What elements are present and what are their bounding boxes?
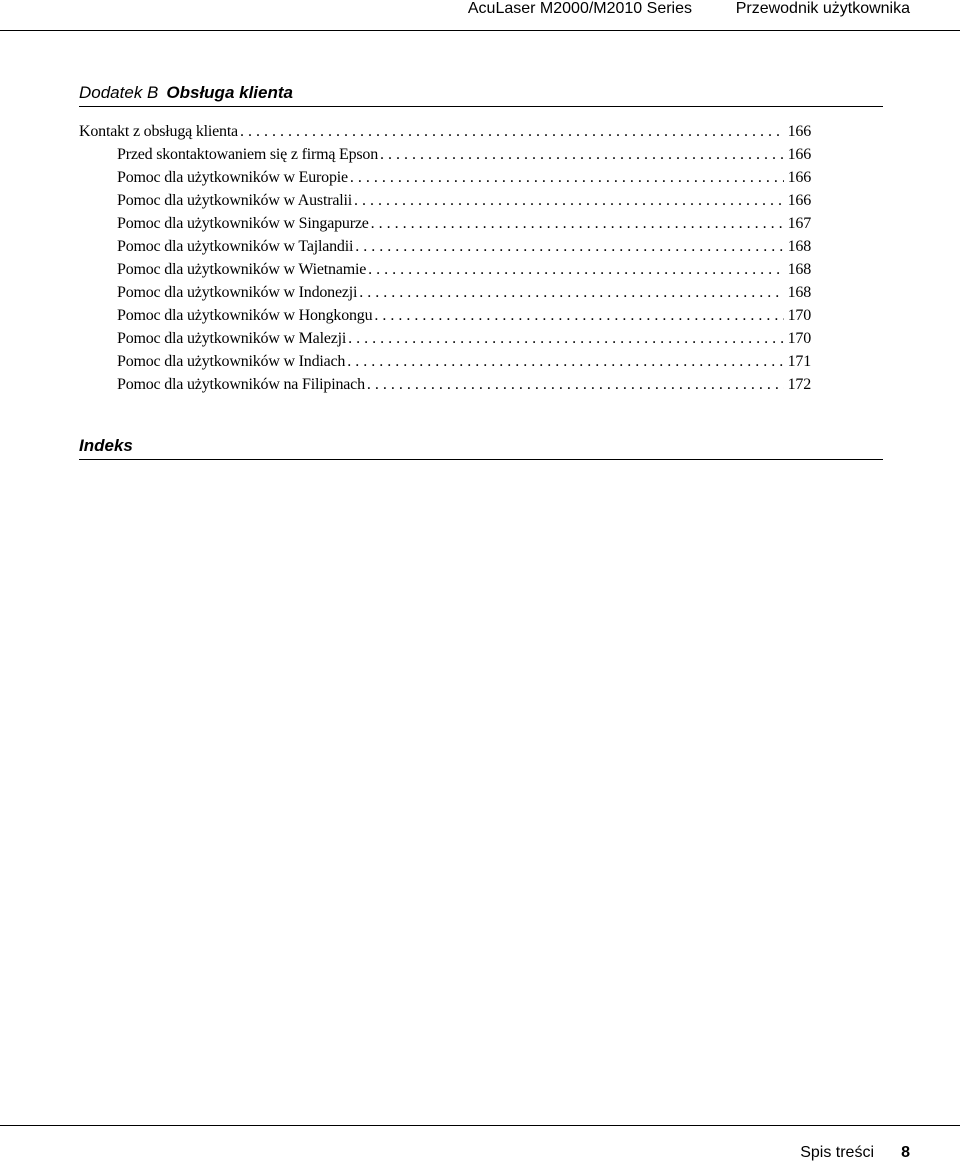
toc-leader-dots — [367, 373, 784, 396]
toc-leader-dots — [348, 327, 783, 350]
toc-leader-dots — [368, 258, 783, 281]
toc-leader-dots — [374, 304, 783, 327]
page-footer — [0, 1125, 960, 1166]
toc-entry-page[interactable]: 167 — [787, 215, 811, 232]
toc-entry[interactable] — [79, 120, 811, 143]
toc-entry-page[interactable]: 166 — [787, 146, 811, 163]
toc-entry[interactable] — [79, 373, 811, 396]
toc-entry-page[interactable]: 168 — [787, 261, 811, 278]
toc-entry-page[interactable]: 171 — [787, 353, 811, 370]
toc-entry-label[interactable]: Pomoc dla użytkowników w Tajlandii — [117, 238, 354, 255]
page-header — [0, 0, 960, 31]
index-title[interactable]: Indeks — [79, 436, 133, 455]
appendix-number: Dodatek B — [79, 83, 159, 102]
toc-entry-page[interactable]: 168 — [787, 238, 811, 255]
toc-entry[interactable] — [79, 327, 811, 350]
toc-entry[interactable] — [79, 143, 811, 166]
toc-entry-label[interactable]: Pomoc dla użytkowników w Australii — [117, 192, 352, 209]
toc-entry-page[interactable]: 166 — [787, 192, 811, 209]
toc-leader-dots — [380, 143, 784, 166]
toc-entry-label[interactable]: Pomoc dla użytkowników w Hongkongu — [117, 307, 373, 324]
toc-leader-dots — [354, 189, 784, 212]
footer-title: Spis treści — [800, 1144, 874, 1161]
header-guide-title: Przewodnik użytkownika — [735, 0, 910, 17]
toc-leader-dots — [355, 235, 783, 258]
toc-leader-dots — [371, 212, 784, 235]
toc-entry-label[interactable]: Pomoc dla użytkowników w Indonezji — [117, 284, 358, 301]
toc-entry[interactable] — [79, 350, 811, 373]
toc-entry-label[interactable]: Przed skontaktowaniem się z firmą Epson — [117, 146, 379, 163]
toc-entry-page[interactable]: 172 — [787, 376, 811, 393]
header-series: AcuLaser M2000/M2010 Series — [467, 0, 692, 17]
toc-entry-page[interactable]: 170 — [787, 330, 811, 347]
toc-entry-page[interactable]: 168 — [787, 284, 811, 301]
toc-entry[interactable] — [79, 304, 811, 327]
toc-entry[interactable] — [79, 258, 811, 281]
toc-leader-dots — [350, 166, 784, 189]
toc-entry[interactable] — [79, 235, 811, 258]
toc-entry[interactable] — [79, 212, 811, 235]
toc-entry-label[interactable]: Pomoc dla użytkowników w Malezji — [117, 330, 347, 347]
toc-entry-page[interactable]: 166 — [787, 123, 811, 140]
page-number: 8 — [901, 1144, 910, 1161]
toc-leader-dots — [240, 120, 784, 143]
toc-entry-page[interactable]: 166 — [787, 169, 811, 186]
appendix-heading — [79, 82, 883, 107]
toc-entry-label[interactable]: Pomoc dla użytkowników na Filipinach — [117, 376, 365, 393]
toc-entry-label[interactable]: Pomoc dla użytkowników w Singapurze — [117, 215, 369, 232]
toc-leader-dots — [347, 350, 783, 373]
appendix-title: Obsługa klienta — [166, 83, 293, 102]
toc-entry[interactable] — [79, 281, 811, 304]
toc-entry[interactable] — [79, 166, 811, 189]
toc-entry-page[interactable]: 170 — [787, 307, 811, 324]
toc-entry-label[interactable]: Pomoc dla użytkowników w Indiach — [117, 353, 346, 370]
toc-entry-label[interactable]: Pomoc dla użytkowników w Europie — [117, 169, 348, 186]
toc-leader-dots — [359, 281, 783, 304]
toc-entry[interactable] — [79, 189, 811, 212]
toc-list — [79, 120, 811, 396]
toc-entry-label[interactable]: Pomoc dla użytkowników w Wietnamie — [117, 261, 367, 278]
index-heading — [79, 435, 883, 460]
toc-entry-label[interactable]: Kontakt z obsługą klienta — [79, 123, 238, 140]
